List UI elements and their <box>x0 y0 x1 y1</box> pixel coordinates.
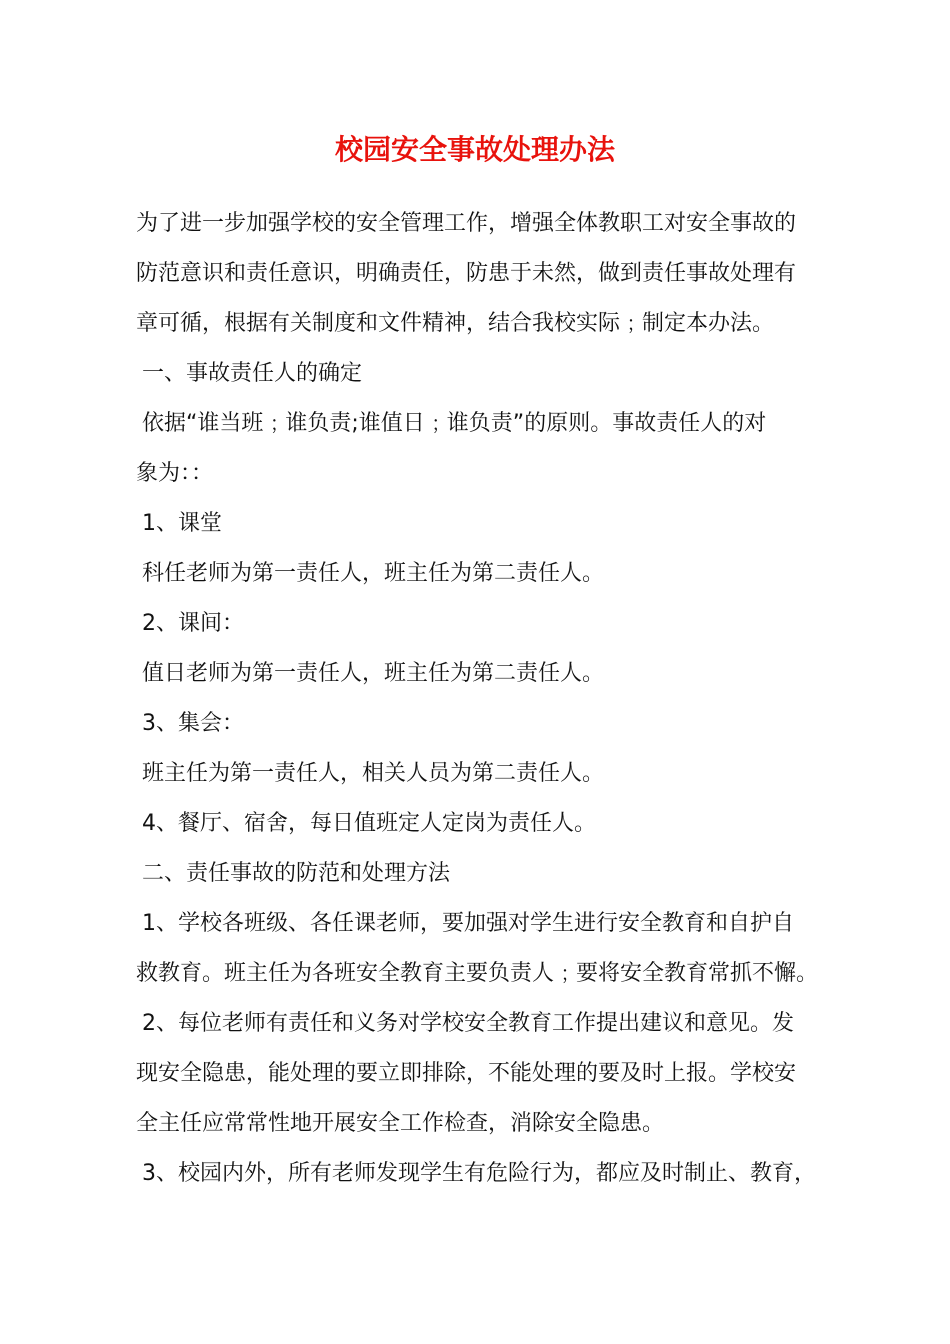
paragraph-line: 救教育。班主任为各班安全教育主要负责人﹔要将安全教育常抓不懈。 <box>136 961 819 986</box>
paragraph-line: 依据“谁当班﹔谁负责;谁值日﹔谁负责”的原则。事故责任人的对 <box>142 411 767 436</box>
list-heading: 1、课堂 <box>142 511 222 536</box>
paragraph-line: 科任老师为第一责任人，班主任为第二责任人。 <box>142 561 605 586</box>
section-heading: 一、事故责任人的确定 <box>142 361 363 386</box>
paragraph-line: 防范意识和责任意识，明确责任，防患于未然，做到责任事故处理有 <box>136 261 797 286</box>
paragraph-line: 现安全隐患，能处理的要立即排除，不能处理的要及时上报。学校安 <box>136 1061 797 1086</box>
paragraph-line: 象为：： <box>136 461 214 486</box>
paragraph-line: 章可循，根据有关制度和文件精神，结合我校实际﹔制定本办法。 <box>136 311 775 336</box>
paragraph-line: 值日老师为第一责任人，班主任为第二责任人。 <box>142 661 605 686</box>
paragraph-line: 2、每位老师有责任和义务对学校安全教育工作提出建议和意见。发 <box>142 1011 794 1036</box>
paragraph-line: 为了进一步加强学校的安全管理工作，增强全体教职工对安全事故的 <box>136 211 797 236</box>
paragraph-line: 4、餐厅、宿舍，每日值班定人定岗为责任人。 <box>142 811 596 836</box>
paragraph-line: 3、校园内外，所有老师发现学生有危险行为，都应及时制止、教育， <box>142 1161 816 1186</box>
document-title: 校园安全事故处理办法 <box>334 133 615 166</box>
list-heading: 3、集会： <box>142 711 244 736</box>
section-heading: 二、责任事故的防范和处理方法 <box>142 861 451 886</box>
list-heading: 2、课间： <box>142 611 244 636</box>
paragraph-line: 全主任应常常性地开展安全工作检查，消除安全隐患。 <box>136 1111 665 1136</box>
paragraph-line: 班主任为第一责任人，相关人员为第二责任人。 <box>142 761 605 786</box>
paragraph-line: 1、学校各班级、各任课老师，要加强对学生进行安全教育和自护自 <box>142 911 794 936</box>
